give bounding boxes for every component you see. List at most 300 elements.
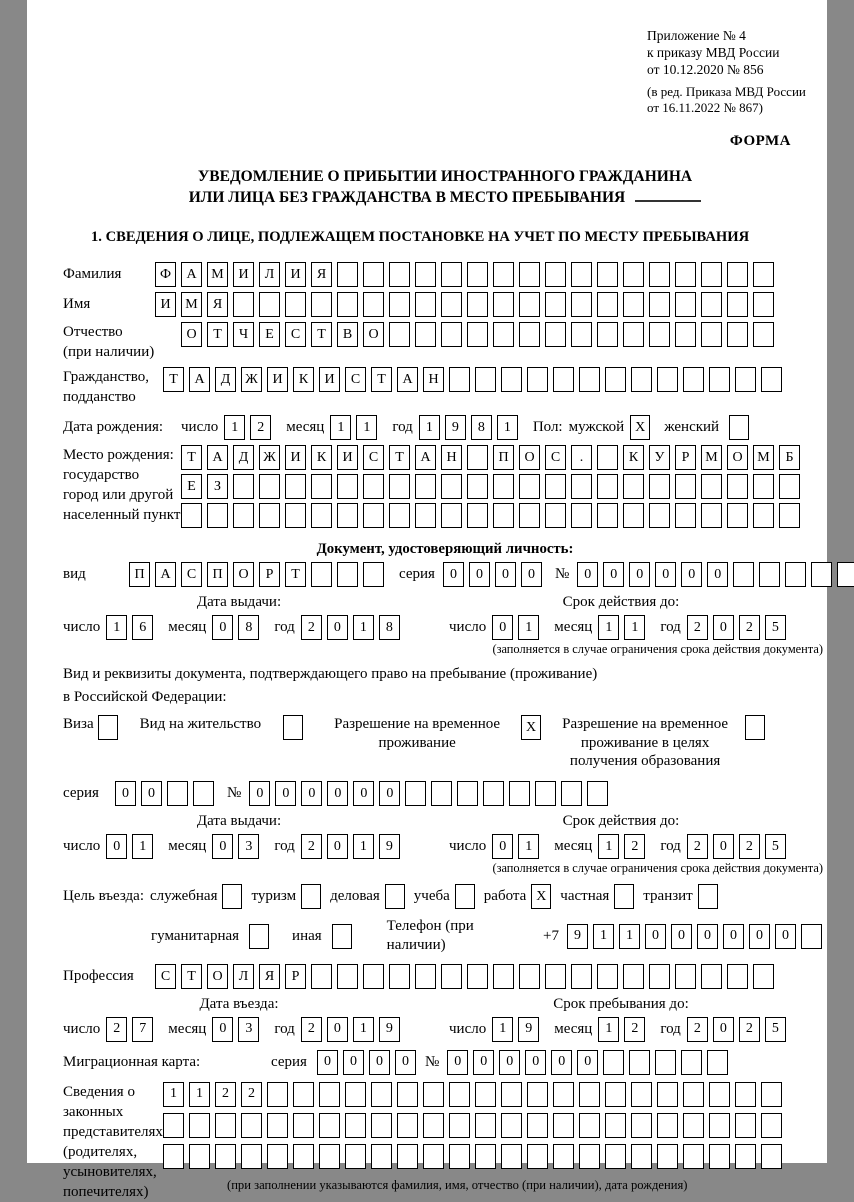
char-cell[interactable] [259, 503, 280, 528]
char-cell[interactable]: И [233, 262, 254, 287]
char-cell[interactable]: 2 [739, 1017, 760, 1042]
char-cell[interactable] [215, 1113, 236, 1138]
visa-checkbox[interactable] [98, 715, 118, 740]
char-cell[interactable] [163, 1113, 184, 1138]
char-cell[interactable] [449, 1144, 470, 1169]
char-cell[interactable]: . [571, 445, 592, 470]
char-cell[interactable]: Б [779, 445, 800, 470]
char-cell[interactable] [363, 474, 384, 499]
char-cell[interactable]: 0 [212, 1017, 233, 1042]
char-cell[interactable]: К [623, 445, 644, 470]
char-cell[interactable] [457, 781, 478, 806]
char-cell[interactable]: 2 [739, 834, 760, 859]
char-cell[interactable] [319, 1082, 340, 1107]
char-cell[interactable]: Л [233, 964, 254, 989]
char-cell[interactable] [441, 474, 462, 499]
char-cell[interactable] [701, 474, 722, 499]
char-cell[interactable] [493, 964, 514, 989]
char-cell[interactable] [675, 474, 696, 499]
char-cell[interactable]: 0 [749, 924, 770, 949]
char-cell[interactable] [441, 964, 462, 989]
char-cell[interactable] [285, 503, 306, 528]
purpose-work-checkbox[interactable]: X [531, 884, 551, 909]
char-cell[interactable] [493, 474, 514, 499]
char-cell[interactable]: Е [259, 322, 280, 347]
char-cell[interactable]: 8 [379, 615, 400, 640]
char-cell[interactable]: 6 [132, 615, 153, 640]
char-cell[interactable]: 0 [681, 562, 702, 587]
char-cell[interactable]: 0 [212, 615, 233, 640]
char-cell[interactable]: 0 [655, 562, 676, 587]
char-cell[interactable]: 2 [687, 1017, 708, 1042]
char-cell[interactable] [319, 1144, 340, 1169]
char-cell[interactable]: 0 [106, 834, 127, 859]
char-cell[interactable] [681, 1050, 702, 1075]
char-cell[interactable]: И [285, 262, 306, 287]
char-cell[interactable] [735, 1113, 756, 1138]
char-cell[interactable] [753, 503, 774, 528]
char-cell[interactable] [475, 1113, 496, 1138]
char-cell[interactable] [193, 781, 214, 806]
char-cell[interactable]: П [129, 562, 150, 587]
char-cell[interactable]: 1 [598, 834, 619, 859]
char-cell[interactable] [675, 503, 696, 528]
char-cell[interactable] [397, 1082, 418, 1107]
char-cell[interactable]: О [727, 445, 748, 470]
char-cell[interactable] [837, 562, 854, 587]
char-cell[interactable] [259, 474, 280, 499]
temp-permit-checkbox[interactable]: X [521, 715, 541, 740]
char-cell[interactable]: 2 [687, 615, 708, 640]
char-cell[interactable] [397, 1113, 418, 1138]
char-cell[interactable]: 0 [551, 1050, 572, 1075]
char-cell[interactable] [189, 1144, 210, 1169]
char-cell[interactable] [735, 1144, 756, 1169]
char-cell[interactable]: 0 [327, 615, 348, 640]
char-cell[interactable]: Т [285, 562, 306, 587]
char-cell[interactable]: 0 [521, 562, 542, 587]
char-cell[interactable]: 0 [525, 1050, 546, 1075]
char-cell[interactable] [675, 262, 696, 287]
char-cell[interactable] [483, 781, 504, 806]
char-cell[interactable] [649, 474, 670, 499]
sex-male-checkbox[interactable]: X [630, 415, 650, 440]
char-cell[interactable] [579, 1082, 600, 1107]
char-cell[interactable] [597, 503, 618, 528]
char-cell[interactable]: 9 [518, 1017, 539, 1042]
char-cell[interactable] [431, 781, 452, 806]
char-cell[interactable]: 2 [106, 1017, 127, 1042]
char-cell[interactable]: 1 [106, 615, 127, 640]
char-cell[interactable]: 0 [645, 924, 666, 949]
char-cell[interactable] [345, 1113, 366, 1138]
char-cell[interactable] [649, 503, 670, 528]
char-cell[interactable]: 0 [141, 781, 162, 806]
char-cell[interactable] [657, 1113, 678, 1138]
char-cell[interactable] [597, 322, 618, 347]
char-cell[interactable] [467, 322, 488, 347]
char-cell[interactable]: О [519, 445, 540, 470]
char-cell[interactable] [293, 1082, 314, 1107]
char-cell[interactable] [553, 1144, 574, 1169]
char-cell[interactable] [779, 474, 800, 499]
char-cell[interactable] [545, 262, 566, 287]
char-cell[interactable] [733, 562, 754, 587]
char-cell[interactable]: 0 [629, 562, 650, 587]
char-cell[interactable] [285, 474, 306, 499]
char-cell[interactable]: А [415, 445, 436, 470]
char-cell[interactable] [467, 262, 488, 287]
char-cell[interactable]: 8 [238, 615, 259, 640]
char-cell[interactable] [501, 1082, 522, 1107]
char-cell[interactable] [727, 474, 748, 499]
char-cell[interactable] [571, 262, 592, 287]
char-cell[interactable]: А [207, 445, 228, 470]
char-cell[interactable] [597, 964, 618, 989]
char-cell[interactable]: 0 [327, 1017, 348, 1042]
char-cell[interactable]: Я [259, 964, 280, 989]
char-cell[interactable]: 5 [765, 1017, 786, 1042]
char-cell[interactable] [509, 781, 530, 806]
char-cell[interactable] [363, 562, 384, 587]
char-cell[interactable]: 1 [163, 1082, 184, 1107]
char-cell[interactable] [761, 1144, 782, 1169]
char-cell[interactable] [597, 262, 618, 287]
char-cell[interactable]: 1 [353, 834, 374, 859]
char-cell[interactable]: С [155, 964, 176, 989]
char-cell[interactable] [655, 1050, 676, 1075]
char-cell[interactable]: О [363, 322, 384, 347]
char-cell[interactable] [519, 474, 540, 499]
char-cell[interactable] [233, 292, 254, 317]
char-cell[interactable]: 2 [624, 834, 645, 859]
char-cell[interactable] [207, 503, 228, 528]
char-cell[interactable] [363, 262, 384, 287]
char-cell[interactable]: С [181, 562, 202, 587]
char-cell[interactable]: Е [181, 474, 202, 499]
char-cell[interactable]: 1 [497, 415, 518, 440]
char-cell[interactable] [571, 292, 592, 317]
residence-permit-checkbox[interactable] [283, 715, 303, 740]
char-cell[interactable]: 0 [499, 1050, 520, 1075]
char-cell[interactable]: Т [371, 367, 392, 392]
char-cell[interactable]: Т [207, 322, 228, 347]
char-cell[interactable]: 0 [697, 924, 718, 949]
char-cell[interactable] [389, 964, 410, 989]
char-cell[interactable]: 1 [132, 834, 153, 859]
char-cell[interactable]: 0 [723, 924, 744, 949]
char-cell[interactable] [701, 964, 722, 989]
char-cell[interactable]: Л [259, 262, 280, 287]
char-cell[interactable] [605, 1113, 626, 1138]
char-cell[interactable] [397, 1144, 418, 1169]
char-cell[interactable]: 7 [132, 1017, 153, 1042]
char-cell[interactable] [501, 1144, 522, 1169]
char-cell[interactable] [167, 781, 188, 806]
char-cell[interactable] [579, 1144, 600, 1169]
char-cell[interactable] [519, 964, 540, 989]
char-cell[interactable] [181, 503, 202, 528]
char-cell[interactable]: 0 [115, 781, 136, 806]
char-cell[interactable] [527, 1082, 548, 1107]
char-cell[interactable] [623, 964, 644, 989]
char-cell[interactable] [675, 322, 696, 347]
char-cell[interactable]: Д [215, 367, 236, 392]
char-cell[interactable]: 0 [369, 1050, 390, 1075]
char-cell[interactable] [467, 503, 488, 528]
char-cell[interactable] [605, 1082, 626, 1107]
char-cell[interactable]: 0 [469, 562, 490, 587]
char-cell[interactable]: 3 [238, 1017, 259, 1042]
char-cell[interactable]: 0 [492, 834, 513, 859]
char-cell[interactable] [701, 503, 722, 528]
char-cell[interactable] [475, 1144, 496, 1169]
char-cell[interactable] [649, 964, 670, 989]
char-cell[interactable]: 2 [301, 834, 322, 859]
char-cell[interactable]: Р [259, 562, 280, 587]
char-cell[interactable]: С [545, 445, 566, 470]
char-cell[interactable]: Н [441, 445, 462, 470]
char-cell[interactable]: 0 [707, 562, 728, 587]
char-cell[interactable]: Т [181, 445, 202, 470]
char-cell[interactable] [657, 367, 678, 392]
char-cell[interactable] [727, 964, 748, 989]
char-cell[interactable] [683, 367, 704, 392]
char-cell[interactable] [553, 1082, 574, 1107]
char-cell[interactable] [727, 322, 748, 347]
char-cell[interactable]: 0 [317, 1050, 338, 1075]
char-cell[interactable]: Т [163, 367, 184, 392]
char-cell[interactable] [319, 1113, 340, 1138]
char-cell[interactable] [415, 322, 436, 347]
char-cell[interactable] [449, 1113, 470, 1138]
char-cell[interactable]: Р [675, 445, 696, 470]
char-cell[interactable] [337, 503, 358, 528]
char-cell[interactable]: С [345, 367, 366, 392]
char-cell[interactable] [709, 367, 730, 392]
char-cell[interactable]: 0 [577, 1050, 598, 1075]
char-cell[interactable] [233, 503, 254, 528]
char-cell[interactable] [493, 503, 514, 528]
char-cell[interactable] [311, 503, 332, 528]
char-cell[interactable]: К [311, 445, 332, 470]
char-cell[interactable] [389, 503, 410, 528]
char-cell[interactable] [571, 964, 592, 989]
char-cell[interactable] [501, 367, 522, 392]
char-cell[interactable] [571, 503, 592, 528]
char-cell[interactable] [415, 262, 436, 287]
char-cell[interactable] [441, 322, 462, 347]
char-cell[interactable] [345, 1082, 366, 1107]
char-cell[interactable]: 0 [713, 834, 734, 859]
char-cell[interactable] [753, 964, 774, 989]
char-cell[interactable] [623, 503, 644, 528]
char-cell[interactable]: Р [285, 964, 306, 989]
purpose-humanitarian-checkbox[interactable] [249, 924, 269, 949]
char-cell[interactable] [337, 474, 358, 499]
char-cell[interactable]: 9 [379, 834, 400, 859]
char-cell[interactable] [415, 964, 436, 989]
char-cell[interactable] [605, 1144, 626, 1169]
char-cell[interactable] [519, 262, 540, 287]
char-cell[interactable] [267, 1082, 288, 1107]
char-cell[interactable]: 1 [624, 615, 645, 640]
char-cell[interactable] [527, 1144, 548, 1169]
char-cell[interactable]: Я [311, 262, 332, 287]
char-cell[interactable] [597, 292, 618, 317]
purpose-transit-checkbox[interactable] [698, 884, 718, 909]
char-cell[interactable] [441, 262, 462, 287]
char-cell[interactable] [267, 1144, 288, 1169]
char-cell[interactable]: 0 [713, 1017, 734, 1042]
char-cell[interactable] [623, 322, 644, 347]
char-cell[interactable]: 1 [189, 1082, 210, 1107]
char-cell[interactable] [657, 1144, 678, 1169]
char-cell[interactable]: 0 [327, 781, 348, 806]
char-cell[interactable] [389, 322, 410, 347]
char-cell[interactable] [423, 1144, 444, 1169]
char-cell[interactable] [587, 781, 608, 806]
char-cell[interactable] [597, 445, 618, 470]
char-cell[interactable] [657, 1082, 678, 1107]
char-cell[interactable] [415, 292, 436, 317]
char-cell[interactable] [761, 367, 782, 392]
char-cell[interactable] [597, 474, 618, 499]
char-cell[interactable] [475, 367, 496, 392]
char-cell[interactable]: 2 [241, 1082, 262, 1107]
char-cell[interactable] [701, 322, 722, 347]
sex-female-checkbox[interactable] [729, 415, 749, 440]
char-cell[interactable]: У [649, 445, 670, 470]
char-cell[interactable] [493, 262, 514, 287]
char-cell[interactable]: А [189, 367, 210, 392]
char-cell[interactable] [337, 262, 358, 287]
char-cell[interactable] [441, 292, 462, 317]
char-cell[interactable] [311, 474, 332, 499]
char-cell[interactable]: 9 [445, 415, 466, 440]
char-cell[interactable]: П [207, 562, 228, 587]
char-cell[interactable]: И [267, 367, 288, 392]
char-cell[interactable] [603, 1050, 624, 1075]
char-cell[interactable] [683, 1144, 704, 1169]
char-cell[interactable] [561, 781, 582, 806]
char-cell[interactable]: 1 [598, 615, 619, 640]
char-cell[interactable]: А [397, 367, 418, 392]
char-cell[interactable] [545, 292, 566, 317]
char-cell[interactable] [371, 1144, 392, 1169]
char-cell[interactable]: Т [311, 322, 332, 347]
char-cell[interactable] [449, 367, 470, 392]
char-cell[interactable] [337, 292, 358, 317]
char-cell[interactable] [701, 292, 722, 317]
char-cell[interactable]: 0 [775, 924, 796, 949]
char-cell[interactable]: 0 [577, 562, 598, 587]
char-cell[interactable] [363, 964, 384, 989]
char-cell[interactable] [707, 1050, 728, 1075]
char-cell[interactable] [519, 503, 540, 528]
char-cell[interactable]: И [337, 445, 358, 470]
char-cell[interactable] [363, 292, 384, 317]
char-cell[interactable]: Я [207, 292, 228, 317]
char-cell[interactable]: 3 [238, 834, 259, 859]
char-cell[interactable]: 0 [212, 834, 233, 859]
char-cell[interactable]: 9 [567, 924, 588, 949]
char-cell[interactable] [785, 562, 806, 587]
char-cell[interactable]: 1 [492, 1017, 513, 1042]
char-cell[interactable] [311, 562, 332, 587]
char-cell[interactable]: 0 [443, 562, 464, 587]
char-cell[interactable]: 2 [301, 615, 322, 640]
char-cell[interactable]: Ж [259, 445, 280, 470]
purpose-tourism-checkbox[interactable] [301, 884, 321, 909]
char-cell[interactable] [337, 562, 358, 587]
char-cell[interactable]: 1 [419, 415, 440, 440]
char-cell[interactable]: М [701, 445, 722, 470]
purpose-private-checkbox[interactable] [614, 884, 634, 909]
char-cell[interactable] [441, 503, 462, 528]
char-cell[interactable] [571, 322, 592, 347]
char-cell[interactable] [649, 322, 670, 347]
char-cell[interactable]: 1 [598, 1017, 619, 1042]
char-cell[interactable]: А [155, 562, 176, 587]
char-cell[interactable]: 0 [353, 781, 374, 806]
purpose-business-checkbox[interactable] [385, 884, 405, 909]
char-cell[interactable]: Ф [155, 262, 176, 287]
char-cell[interactable] [535, 781, 556, 806]
char-cell[interactable] [753, 292, 774, 317]
char-cell[interactable]: 0 [603, 562, 624, 587]
char-cell[interactable]: И [155, 292, 176, 317]
char-cell[interactable] [753, 474, 774, 499]
char-cell[interactable] [605, 367, 626, 392]
char-cell[interactable]: 1 [356, 415, 377, 440]
char-cell[interactable] [545, 964, 566, 989]
char-cell[interactable] [675, 964, 696, 989]
char-cell[interactable] [709, 1113, 730, 1138]
char-cell[interactable] [501, 1113, 522, 1138]
char-cell[interactable] [311, 292, 332, 317]
char-cell[interactable]: К [293, 367, 314, 392]
char-cell[interactable]: Н [423, 367, 444, 392]
char-cell[interactable]: Т [389, 445, 410, 470]
char-cell[interactable] [241, 1113, 262, 1138]
char-cell[interactable] [467, 964, 488, 989]
char-cell[interactable] [649, 292, 670, 317]
char-cell[interactable]: Ж [241, 367, 262, 392]
char-cell[interactable]: И [285, 445, 306, 470]
char-cell[interactable] [293, 1113, 314, 1138]
char-cell[interactable] [493, 322, 514, 347]
char-cell[interactable]: 0 [492, 615, 513, 640]
char-cell[interactable]: 0 [301, 781, 322, 806]
char-cell[interactable] [753, 262, 774, 287]
char-cell[interactable] [553, 367, 574, 392]
char-cell[interactable] [267, 1113, 288, 1138]
char-cell[interactable]: 9 [379, 1017, 400, 1042]
char-cell[interactable] [735, 1082, 756, 1107]
char-cell[interactable]: 1 [330, 415, 351, 440]
char-cell[interactable]: 0 [275, 781, 296, 806]
char-cell[interactable] [579, 367, 600, 392]
char-cell[interactable]: 1 [593, 924, 614, 949]
char-cell[interactable] [389, 474, 410, 499]
char-cell[interactable] [233, 474, 254, 499]
char-cell[interactable]: О [181, 322, 202, 347]
char-cell[interactable] [189, 1113, 210, 1138]
char-cell[interactable] [415, 503, 436, 528]
char-cell[interactable] [545, 474, 566, 499]
char-cell[interactable] [345, 1144, 366, 1169]
